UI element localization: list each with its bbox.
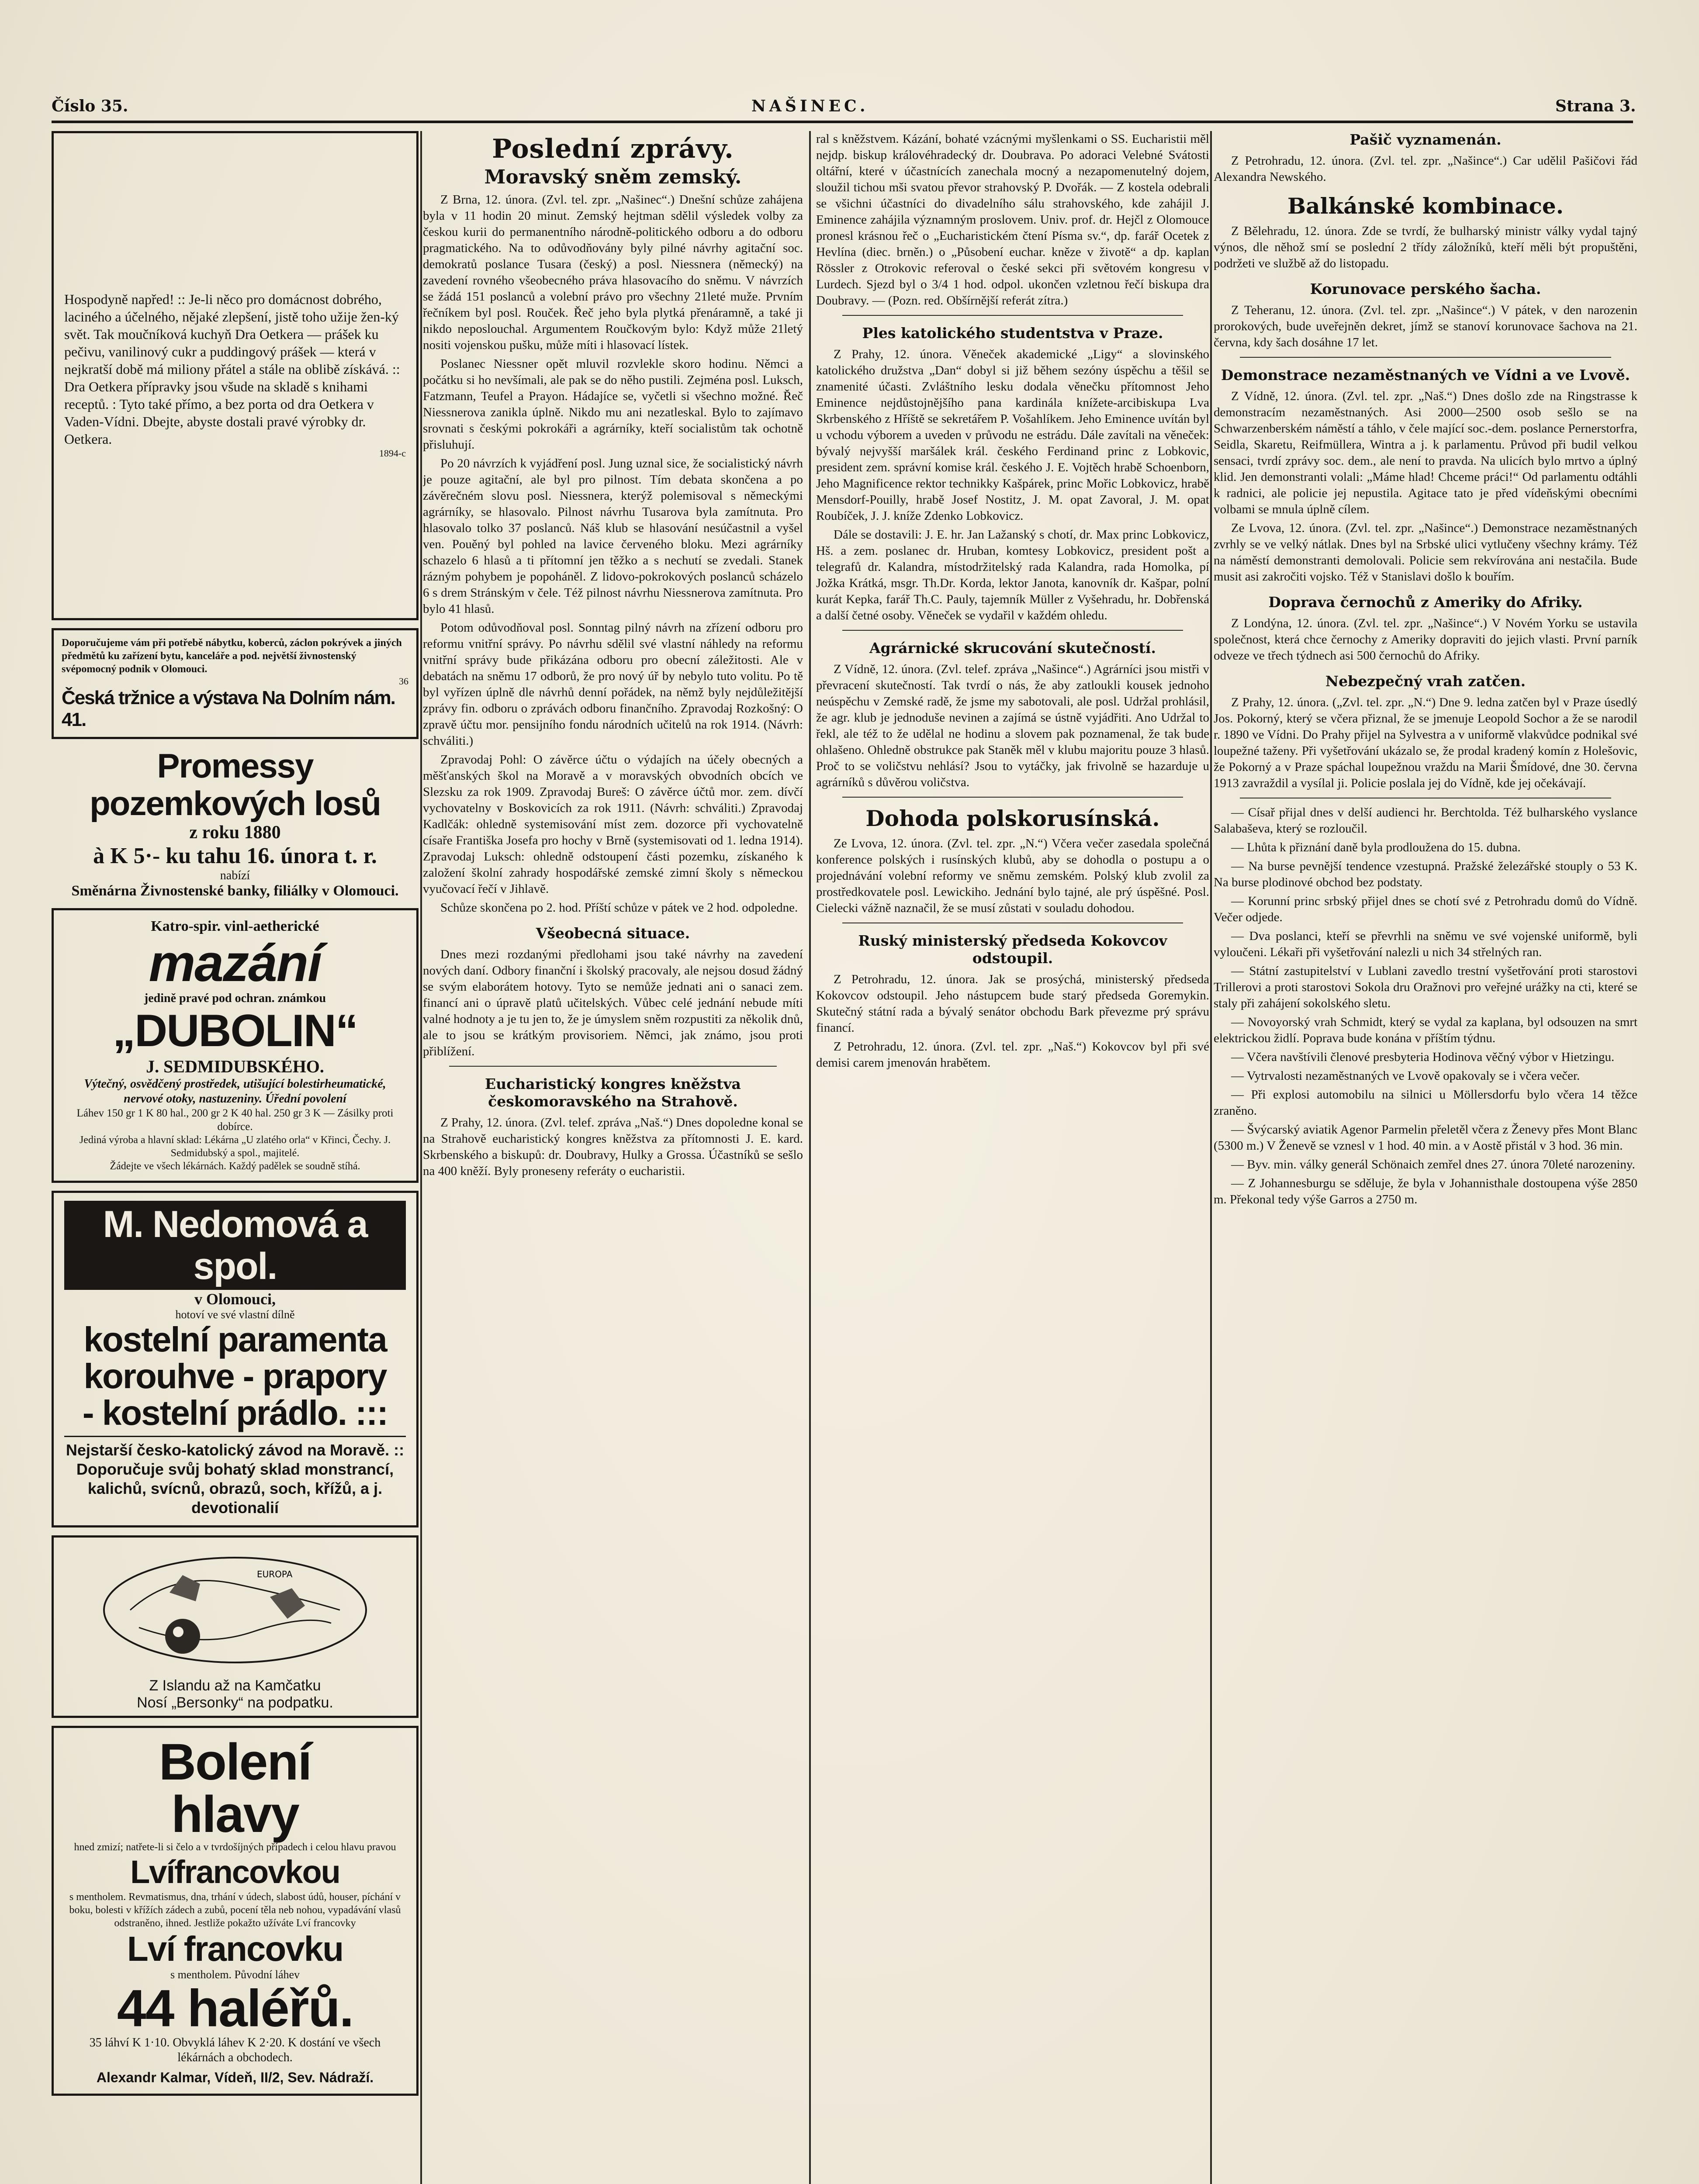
ad-code: 36 <box>399 676 408 687</box>
promessy-title: Promessy pozemkových losů <box>90 746 381 822</box>
dubolin-top: Katro-spir. vinl-aetherické <box>151 918 319 934</box>
promessy-ad <box>52 747 419 899</box>
section-title: Poslední zprávy. <box>492 134 734 164</box>
short-news: — Novoyorský vrah Schmidt, který se vydal za kaplana, byl odsouzen na smrt elektrickou židlí. Poprava bude konána v příštím týdnu. <box>1214 1015 1637 1045</box>
separator <box>842 630 1183 631</box>
news-column-2 <box>816 131 1209 2184</box>
article-heading: Doprava černochů z Ameriky do Afriky. <box>1268 594 1583 611</box>
nedomova-made: hotoví ve své vlastní dílně <box>175 1308 295 1321</box>
article-heading: Ruský ministerský předseda Kokovcov odstoupil. <box>858 932 1167 967</box>
article-heading: Balkánské kombinace. <box>1287 193 1564 219</box>
dubolin-ad <box>52 908 419 1183</box>
bersonky-line1: Z Islandu až na Kamčatku <box>149 1677 321 1694</box>
short-news: — Švýcarský aviatik Agenor Parmelin přeletěl včera z Ženevy přes Mont Blanc (5300 m.) V Ženevě se vznesl v 1 hod. 40 min. a v Aostě přistál v 3 hod. 36 min. <box>1214 1123 1637 1153</box>
article-paragraph: Z Prahy, 12. února. Věneček akademické „Ligy“ a slovinského katolického družstva „Dan“ dobyl si již během sezóny úspěchu a těšil se znamenité účasti. Zvláštního lesku dodala věnečku přítomnost Jeho Eminence nejdůstojnějšího pana kardinála knížete-arcibiskupa Lva Skrbenského z Hříště se sekretářem P. Vošahlíkem. Jeho Eminence uvítán byl u vchodu výborem a uveden v průvodu ne estrádu. Dále zavítali na věneček: bývalý nejvyšší maršálek král. českého Ferdinand princ z Lobkovic, president zem. správní komise král. českého J. E. Vojtěch hrabě Schoenborn, Jeho Magnificence rektor technikky Kašpárek, princ Mořic Lobkovicz, hrabě Mensdorf-Pouilly, hrabě Josef Nostitz, J. M. opat Zavoral, J. M. opat Roubíček, J. J. kníže Zdenko Lobkovicz. <box>816 347 1209 523</box>
short-news: — Dva poslanci, kteří se převrhli na sněmu ve své vojenské uniformě, byli vyloučeni. Lékaři při vyšetřování nalezli u nich 34 střelných ran. <box>1214 929 1637 959</box>
article-paragraph: Z Petrohradu, 12. února. Jak se prosýchá, ministerský předseda Kokovcov odstoupil. Jeho nástupcem bude starý předseda Goremykin. Skutečný státní rada a bývalý senátor obchodu Bark převezme prý správu financí. <box>816 972 1209 1035</box>
short-news: — Vytrvalosti nezaměstnaných ve Lvově opakovaly se i včera večer. <box>1231 1069 1580 1083</box>
article-paragraph: Schůze skončena po 2. hod. Příští schůze v pátek ve 2 hod. odpoledne. <box>440 901 798 915</box>
issue-number: Číslo 35. <box>52 97 128 115</box>
masthead: NAŠINEC. <box>751 97 869 115</box>
promessy-draw: à K 5·- ku tahu 16. února t. r. <box>93 843 377 868</box>
lvif-offer: 35 láhví K 1·10. Obvyklá láhev K 2·20. K dostání ve všech lékárnách a obchodech. <box>89 2036 381 2064</box>
news-column-1 <box>423 131 803 2184</box>
column-divider <box>809 131 811 2184</box>
column-divider <box>1210 131 1212 2184</box>
news-column-3 <box>1214 131 1637 2184</box>
article-paragraph: ral s kněžstvem. Kázání, bohaté vzácnými myšlenkami o SS. Eucharistii měl nejdp. biskup královéhradecký dr. Doubrava. Po adoraci Velebné Svátosti oltářní, které v účastnících zanechala mocný a nezapomenutelný dojem, sloužil tichou mši svatou převor strahovský P. Dvořák. — Z kostela odebrali se všichni účastníci do divadelního sálu strahovského, kde zahájil J. Eminence zahájila významným proslovem. Univ. prof. dr. Hejčl z Olomouce pronesl krásnou řeč o „Eucharistickém čtení Písma sv.“, dp. farář Ocetek z Hevlína (diec. brněn.) o „Působení euchar. kněze v životě“ a dp. kaplan Rössler z Otrokovic referoval o české sekci při světovém kongresu v Lurdech. Sjezd byl o 3/4 1 hod. odpol. ukončen vzletnou řečí biskupa dra Doubravy. — (Pozn. red. Obšírnější referát zítra.) <box>816 132 1209 308</box>
article-heading: Nebezpečný vrah zatčen. <box>1325 673 1526 690</box>
separator <box>842 315 1183 316</box>
article-paragraph: Zpravodaj Pohl: O závěrce účtu o výdajích na účely obecných a měšťanských škol na Moravě a v moravských obvodních obcích ve Slezsku za rok 1909. Zpravodaj Bureš: O závěrce účtů mor. zem. dívčí vychovatelny v Boskovicích za rok 1911. (Návrh: schváliti.) Zpravodaj Kadlčák: ohledně systemisování míst zem. dozorce při vychovatelně císaře Františka Josefa pro hochy v Brně (systemisovati od 1. ledna 1914). Zpravodaj Luksch: ohledně odstoupení části pozemku, získaného k založení školní zahrady hospodářské zemské zimní školy s německou vyučovací řečí v Jihlavě. <box>423 753 803 896</box>
furniture-shop-name: Česká tržnice a výstava Na Dolním nám. 41. <box>62 687 395 730</box>
short-news: — Lhůta k přiznání daně byla prodloužena do 15. dubna. <box>1231 840 1521 854</box>
oetker-text: Hospodyně napřed! :: Je-li něco pro domácnost dobrého, laciného a účelného, nějaké zlepšení, jistě toho užije žen-ký svět. Tak moučníková kuchyň Dra Oetkera — prášek ku pečivu, vanilinový cukr a puddingový prášek — která v nejkratší době má miliony přátel a stále na oblibě získává. :: Dra Oetkera přípravky jsou všude na skladě s knihami receptů. : Tyto také přímo, a bez porta od dra Oetkera v Vaden-Vídni. Dbejte, abyste dostali pravé výrobky dr. Oetkera. <box>64 291 400 447</box>
promessy-bank: Směnárna Živnostenské banky, filiálky v Olomouci. <box>71 883 399 899</box>
short-news: — Byv. min. války generál Schönaich zemřel dnes 27. února 70leté narozeniny. <box>1231 1158 1635 1171</box>
short-news: — Při explosi automobilu na silnici u Möllersdorfu bylo včera 14 těžce zraněno. <box>1214 1088 1637 1118</box>
article-paragraph: Dnes mezi rozdanými předlohami jsou také návrhy na zavedení nových daní. Odbory finanční i školský pracovaly, ale nejsou dosud žádný se svým elaborátem hotovy. Tyto se nemůže jednati ani o sanaci zem. financí ani o úpravě platů učitelských. Vůbec celé jednání nebude míti valné hodnoty a je tu jen to, že je úmyslem sněm rozpustiti za několik dnů, ale to jsou se krátkým provisoriem. Němci, jak známo, jsou proti přiblížení. <box>423 947 803 1058</box>
lvif-brand-2: Lví francovku <box>127 1929 343 1968</box>
article-paragraph: Ze Lvova, 12. února. (Zvl. tel. zpr. „Našince“.) Demonstrace nezaměstnaných zvrhly se ve velký nátlak. Dnes byl na Srbské ulici vytlučeny všechny krámy. Též na náměstí demonstranti demolovali. Policie sem rekvírována ani nestačila. Bude musit asi zakročiti vojsko. Též v Stanislavi došlo k bouřím. <box>1214 521 1637 584</box>
short-news: — Na burse pevnější tendence vzestupná. Pražské železářské stouply o 53 K. Na burse plodinové obchod bez podstaty. <box>1214 859 1637 889</box>
article-paragraph: Z Prahy, 12. února. (Zvl. telef. zpráva „Naš.“) Dnes dopoledne konal se na Strahově eucharistický kongres kněžstva za přítomnosti J. E. kard. Skrbenského a biskupů: dr. Doubravy, Hulky a Grossa. Účastníků se sešlo na 400 kněží. Byly proneseny referáty o eucharistii. <box>423 1116 803 1178</box>
article-heading: Všeobecná situace. <box>536 925 690 942</box>
dubolin-claim: Výtečný, osvědčený prostředek, utišující bolestirheumatické, nervové otoky, nastuzeniny. Úřední povolení <box>84 1077 386 1106</box>
ad-code: 1894-c <box>379 448 406 459</box>
separator <box>1240 357 1611 358</box>
article-heading: Eucharistický kongres kněžstva českomoravského na Strahově. <box>485 1075 741 1110</box>
article-paragraph: Z Prahy, 12. února. („Zvl. tel. zpr. „N.“) Dne 9. ledna zatčen byl v Praze úsedlý Jos. Pokorný, který se včera přiznal, že se jmenuje Leopold Sochor a že se narodil r. 1890 ve Vídni. Do Prahy přijel na Sylvestra a v uniformě vlakvůdce podnikal své loupežné taženy. Při vyšetřování ukázalo se, že prodal kradený komín z Holešovic, že Pokorný a v Praze spáchal loupežnou vraždu na Marii Šmídové, dne 30. června 1913 zavraždil a vysílal ji. Policie poslala jej do Vídně, kde jej očekávají. <box>1214 695 1637 790</box>
lvif-title-2: hlavy <box>171 1786 299 1843</box>
article-paragraph: Ze Lvova, 12. února. (Zvl. tel. zpr. „N.“) Včera večer zasedala společná konference polských i rusínských klubů, aby se dohodla o postupu a o projednávání volební reformy ve sněmu zemském. Polský klub zvolil za prostředkovatele posl. Lewickiho. Jednání bylo tajné, ale prý úspěšné. Posl. Cielecki vážně naznačil, že se musí zůstati v souladu dohodou. <box>816 836 1209 915</box>
world-map-illustration <box>62 1545 408 1676</box>
article-paragraph: Z Brna, 12. února. (Zvl. tel. zpr. „Našinec“.) Dnešní schůze zahájena byla v 11 hodin 20 minut. Zemský hejtman sdělil výsledek volby za českou kurii do permanentního národně-politického odboru a do odboru pragmatického. Na to odůvodňovány byly pilné návrhy agitační soc. demokratů poslance Tusara (český) a posl. Niessnera (německý) na zavedení rovného všeobecného práva hlasovacího do sněmu. V návrzích se žádá 151 poslanců a volební právo pro všechny 21leté muže. Prvním řečníkem byl posl. Rouček. Řeč jeho byla plytká přenáramně, a také ji nikdo neposlouchal. Argumentem Roučkovým bylo: Když může 21letý nositi vojenskou pušku, může míti i hlasovací lístek. <box>423 193 803 352</box>
header-rule <box>52 121 1633 123</box>
dubolin-sub: jedině pravé pod ochran. známkou <box>144 992 326 1005</box>
lvif-desc: s mentholem. Revmatismus, dna, trhání v údech, slabost údů, houser, píchání v boku, bolesti v křížích zádech a zubů, pocení těla neb nohou, vypadávání vlasů odstraněno, ihned. Jestliže pokažto užíváte Lví francovky <box>69 1891 401 1929</box>
article-paragraph: Poslanec Niessner opět mluvil rozvlekle skoro hodinu. Němci a počátku si ho nevšímali, ale pak se do něho pustili. Zejména posl. Luksch, Fatzmann, Teufel a Prayon. Hádajíce se, vyčetli si všechno možné. Řeč Niessnerova zanikla úplně. Nikdo mu ani nezatleskal. Bylo to zajímavo srovnati s českými pokrokáři a agrárníky, kteří socialistům tak ochotně přisluhují. <box>423 357 803 452</box>
oetker-ad <box>52 131 419 620</box>
bersonky-line2: Nosí „Bersonky“ na podpatku. <box>137 1694 333 1711</box>
article-paragraph: Potom odůvodňoval posl. Sonntag pilný návrh na zřízení odboru pro reformu vnitřní správy. Po návrhu sdělil své vlastní náhledy na reformu vnitřní správy bude přikázána odboru pro obecní záležitosti. Ale v debatách na sněmu 17 odborů, že pro nový úř by nebylo tuto volitu. Po tě byl vyřízen úplně dle návrhů denní pořádek, na němž byly nejdůležitější zprávy fin. odboru o zprávách odboru finančního. Zpravodaj Rozkošný: O zpravě účtu mor. pensijního fondu národních učitelů na rok 1914. (Návrh: schváliti.) <box>423 621 803 748</box>
short-news: — Korunní princ srbský přijel dnes se chotí své z Petrohradu domů do Vídně. Večer odjede. <box>1214 894 1637 924</box>
ads-column <box>52 131 419 2184</box>
lvif-price: 44 haléřů. <box>117 1979 353 2038</box>
promessy-offer: nabízí <box>220 869 250 882</box>
article-paragraph: Z Teheranu, 12. února. (Zvl. tel. zpr. „Našince“.) V pátek, v den narozenin prorokových, bude uveřejněn dekret, jímž se stanoví korunovace šachova na 21. června, kdy šach dosáhne 17 let. <box>1214 303 1637 349</box>
lvif-intro: hned zmizí; natřete-li si čelo a v tvrdošíjných případech i celou hlavu pravou <box>74 1842 396 1853</box>
lvif-title-1: Bolení <box>159 1733 311 1791</box>
bersonky-ad <box>52 1535 419 1718</box>
furniture-text: Doporučujeme vám při potřebě nábytku, koberců, záclon pokrývek a jiných předmětů ku zařízení bytu, kanceláře a pod. největší živnostenský svépomocný podnik v Olomouci. <box>62 637 402 675</box>
short-news: — Státní zastupitelství v Lublani zavedlo trestní vyšetřování proti starostovi Trillerovi a proti starostovi Sokola dru Oražnovi pro veřejné urážky na cti, které se staly při zahájení sokolského sletu. <box>1214 964 1637 1010</box>
dubolin-price: Láhev 150 gr 1 K 80 hal., 200 gr 2 K 40 hal. 250 gr 3 K — Zásilky proti dobírce. <box>76 1107 394 1133</box>
article-heading: Ples katolického studentstva v Praze. <box>862 325 1163 342</box>
nedomova-city: v Olomouci, <box>194 1290 276 1308</box>
page-number: Strana 3. <box>1555 97 1636 115</box>
lvif-brand-1: Lvífrancovkou <box>130 1854 340 1890</box>
article-paragraph: Z Petrohradu, 12. února. (Zvl. tel. zpr. „Našince“.) Car udělil Pašičovi řád Alexandra Newského. <box>1214 154 1637 184</box>
furniture-ad <box>52 628 419 739</box>
nedomova-line2: korouhve - prapory <box>83 1357 387 1396</box>
dubolin-owner: J. SEDMIDUBSKÉHO. <box>146 1057 324 1076</box>
article-heading: Moravský sněm zemský. <box>484 166 742 188</box>
dubolin-maker: Jediná výroba a hlavní sklad: Lékárna „U zlatého orla“ v Křinci, Čechy. J. Sedmidubský a spol., majitelé. <box>79 1134 391 1159</box>
article-paragraph: Z Bělehradu, 12. února. Zde se tvrdí, že bulharský ministr války vydal tajný výnos, dle něhož smí se poslední 2 třídy záložníků, kteří měli být propuštěni, podržeti ve službě až do listopadu. <box>1214 224 1637 270</box>
article-heading: Korunovace perského šacha. <box>1310 280 1541 297</box>
lvi-francovka-ad <box>52 1726 419 2096</box>
article-paragraph: Dále se dostavili: J. E. hr. Jan Lažanský s chotí, dr. Max princ Lobkovicz, Hš. a zem. poslanec dr. Hruban, komtesy Lobkovicz, president pošt a telegrafů dr. Kalandra, místodržitelský rada Kalandra, rada Homolka, pí Jožka Krátká, msgr. Th.Dr. Korda, lektor Janota, kanovník dr. Kašpar, polní kurát Kepka, farář Th.C. Pauly, tajemník Müller z Vyšehradu, hr. Dobřenská a další četné osoby. Věneček se vydařil v každém ohledu. <box>816 528 1209 622</box>
promessy-year: z roku 1880 <box>189 822 281 843</box>
dubolin-note: Žádejte ve všech lékárnách. Každý padělek se soudně stíhá. <box>110 1161 360 1172</box>
article-heading: Dohoda polskorusínská. <box>865 805 1160 831</box>
nedomova-name: M. Nedomová a spol. <box>64 1201 406 1290</box>
short-news: — Z Johannesburgu se sděluje, že byla v Johannisthale dostoupena výše 2850 m. Překonal tedy výše Garros a 2750 m. <box>1214 1176 1637 1206</box>
article-paragraph: Po 20 návrzích k vyjádření posl. Jung uznal sice, že socialistický návrh je pouze agitační, ale byl pro pilnost. Tím debata skončena a po závěrečném slovu posl. Niessnera, kterýž polemisoval s německými agrárníky, se hlasovalo. Pilnost návrhu Tusarova byla zamítnuta. Pro hlasovalo tolko 37 poslanců. Náš klub se hlasování nesúčastnil a vyšel ven. Pouěný byl pohled na lavice červeného bloku. Mezi agrárníky schazelo 6 hlasů a ti přítomní jen těžko a s nechutí se zvedali. Stanek rázným pohybem je popoháněl. Z lidovo-pokrokových poslanců scházelo 6 s drem Stránským v čele. Též pilnost návrhu Niessnerova zamítnuta. Pro bylo 41 hlasů. <box>423 456 803 616</box>
dubolin-word: mazání <box>149 934 322 992</box>
article-heading: Pašič vyznamenán. <box>1350 131 1502 148</box>
article-paragraph: Z Petrohradu, 12. února. (Zvl. tel. zpr. „Naš.“) Kokovcov byl při své demisi carem jmenován hrabětem. <box>816 1040 1209 1070</box>
nedomova-line1: kostelní paramenta <box>83 1320 387 1359</box>
separator <box>842 797 1183 798</box>
nedomova-line3: - kostelní prádlo. ::: <box>82 1393 388 1432</box>
article-paragraph: Z Vídně, 12. února. (Zvl. telef. zpráva „Našince“.) Agrárníci jsou mistři v převracení skutečností. Tak tvrdí o nás, že aby zatloukli kousek jednoho neúspěchu v Zemské radě, že jsme my sabotovali, ale posl. Udržal prohlásil, že agr. klub je jednoduše nevinen a zajímá se ústně vyjádřiti. Ano Udržal to řekl, ale též to že udělal ne hodinu a slovem pak poznamenal, že tak bude ohlašeno. Ohledně obstrukce pak Staněk měl v klubu majoritu pouze 3 hlasů. Proč to se voličstvu nehlásí? Jsou to vytáčky, jak frivolně se hazarduje u agrárníků s důvěrou voličstva. <box>816 662 1209 789</box>
article-paragraph: Z Londýna, 12. února. (Zvl. tel. zpr. „Našince“.) V Novém Yorku se ustavila společnost, která chce černochy z Ameriky dopraviti do jejich vlasti. První parník odveze ve třech týdnech asi 500 černochů do Afriky. <box>1214 616 1637 663</box>
article-heading: Agrárnické skrucování skutečností. <box>869 639 1156 657</box>
lvif-sub: s mentholem. Původní láhev <box>170 1968 300 1981</box>
article-heading: Demonstrace nezaměstnaných ve Vídni a ve Lvově. <box>1221 366 1630 384</box>
dubolin-brand: „DUBOLIN“ <box>113 1006 357 1056</box>
short-news: — Císař přijal dnes v delší audienci hr. Berchtolda. Též bulharského vyslance Salabaševa, který se rozloučil. <box>1214 805 1637 836</box>
separator <box>449 1066 777 1067</box>
article-paragraph: Z Vídně, 12. února. (Zvl. tel. zpr. „Naš.“) Dnes došlo zde na Ringstrasse k demonstracím nezaměstnaných. Asi 2000—2500 osob sešlo se na Schwarzenberském náměstí a táhlo, v čele mající soc.-dem. poslance Pernerstorfra, Seidla, Skaretu, Reifmüllera, Wintra a j. k parlamentu. Průvod při budil velkou sensaci, tvrdí zprávy soc. dem., ale není to pravda. Na ulicích bylo mrtvo a úplný klid. Jen demonstranti volali: „Máme hlad! Chceme práci!“ Od parlamentu odtáhli k radnici, ale policie jej nepustila. Agitace tato je před vídeňskými obecními volbami se mnula úplně cílem. <box>1214 389 1637 516</box>
short-news: — Včera navštívili členové presbyteria Hodinova věčný výbor v Hietzingu. <box>1231 1050 1615 1064</box>
nedomova-footer: Nejstarší česko-katolický závod na Moravě. :: Doporučuje svůj bohatý sklad monstrancí, kalichů, svícnů, obrazů, soch, křížů, a j. devotionalií <box>64 1436 406 1517</box>
nedomova-ad <box>52 1191 419 1527</box>
map-label: EUROPA <box>257 1569 293 1579</box>
lvif-maker: Alexandr Kalmar, Vídeň, II/2, Sev. Nádraží. <box>96 2070 374 2085</box>
column-divider <box>420 131 422 2184</box>
